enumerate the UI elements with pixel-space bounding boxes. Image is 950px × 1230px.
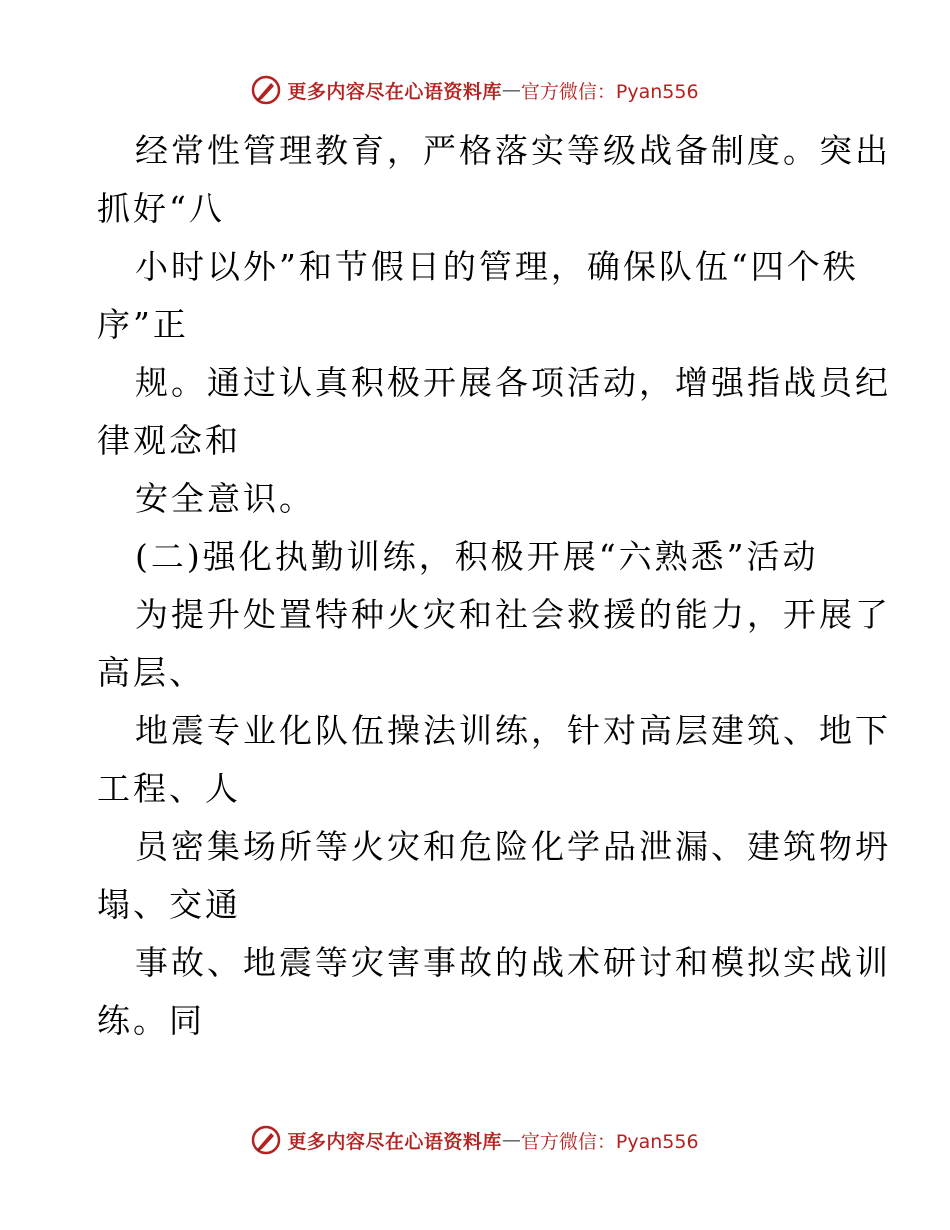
body-line: 员密集场所等火灾和危险化学品泄漏、建筑物坍 (135, 827, 891, 866)
banner-wechat: 官方微信：Pyan556 (520, 80, 699, 103)
document-body (97, 122, 891, 1050)
body-line: 事故、地震等灾害事故的战术研讨和模拟实战训 (135, 943, 891, 982)
banner-wechat: 官方微信：Pyan556 (520, 1130, 699, 1153)
body-line: 律观念和 (97, 421, 241, 460)
body-line: 序”正 (97, 305, 189, 344)
body-line: 安全意识。 (135, 479, 315, 518)
banner-separator: — (501, 79, 521, 101)
body-line: 地震专业化队伍操法训练，针对高层建筑、地下 (135, 711, 891, 750)
body-line: 小时以外”和节假日的管理，确保队伍“四个秩 (135, 247, 859, 286)
banner-title: 更多内容尽在心语资料库 (287, 1130, 502, 1153)
pen-logo-icon (251, 75, 281, 105)
body-line: 塌、交通 (97, 885, 241, 924)
body-line: 为提升处置特种火灾和社会救援的能力，开展了 (135, 595, 891, 634)
body-line: 练。同 (97, 1001, 205, 1040)
body-line: 经常性管理教育，严格落实等级战备制度。突出 (135, 131, 891, 170)
section-heading: (二)强化执勤训练，积极开展“六熟悉”活动 (135, 537, 819, 576)
footer-banner (0, 1120, 950, 1160)
body-line: 抓好“八 (97, 189, 225, 228)
body-line: 规。通过认真积极开展各项活动，增强指战员纪 (135, 363, 891, 402)
header-banner (0, 70, 950, 110)
body-line: 高层、 (97, 653, 205, 692)
body-line: 工程、人 (97, 769, 241, 808)
banner-title: 更多内容尽在心语资料库 (287, 80, 502, 103)
pen-logo-icon (251, 1125, 281, 1155)
banner-separator: — (501, 1129, 521, 1151)
